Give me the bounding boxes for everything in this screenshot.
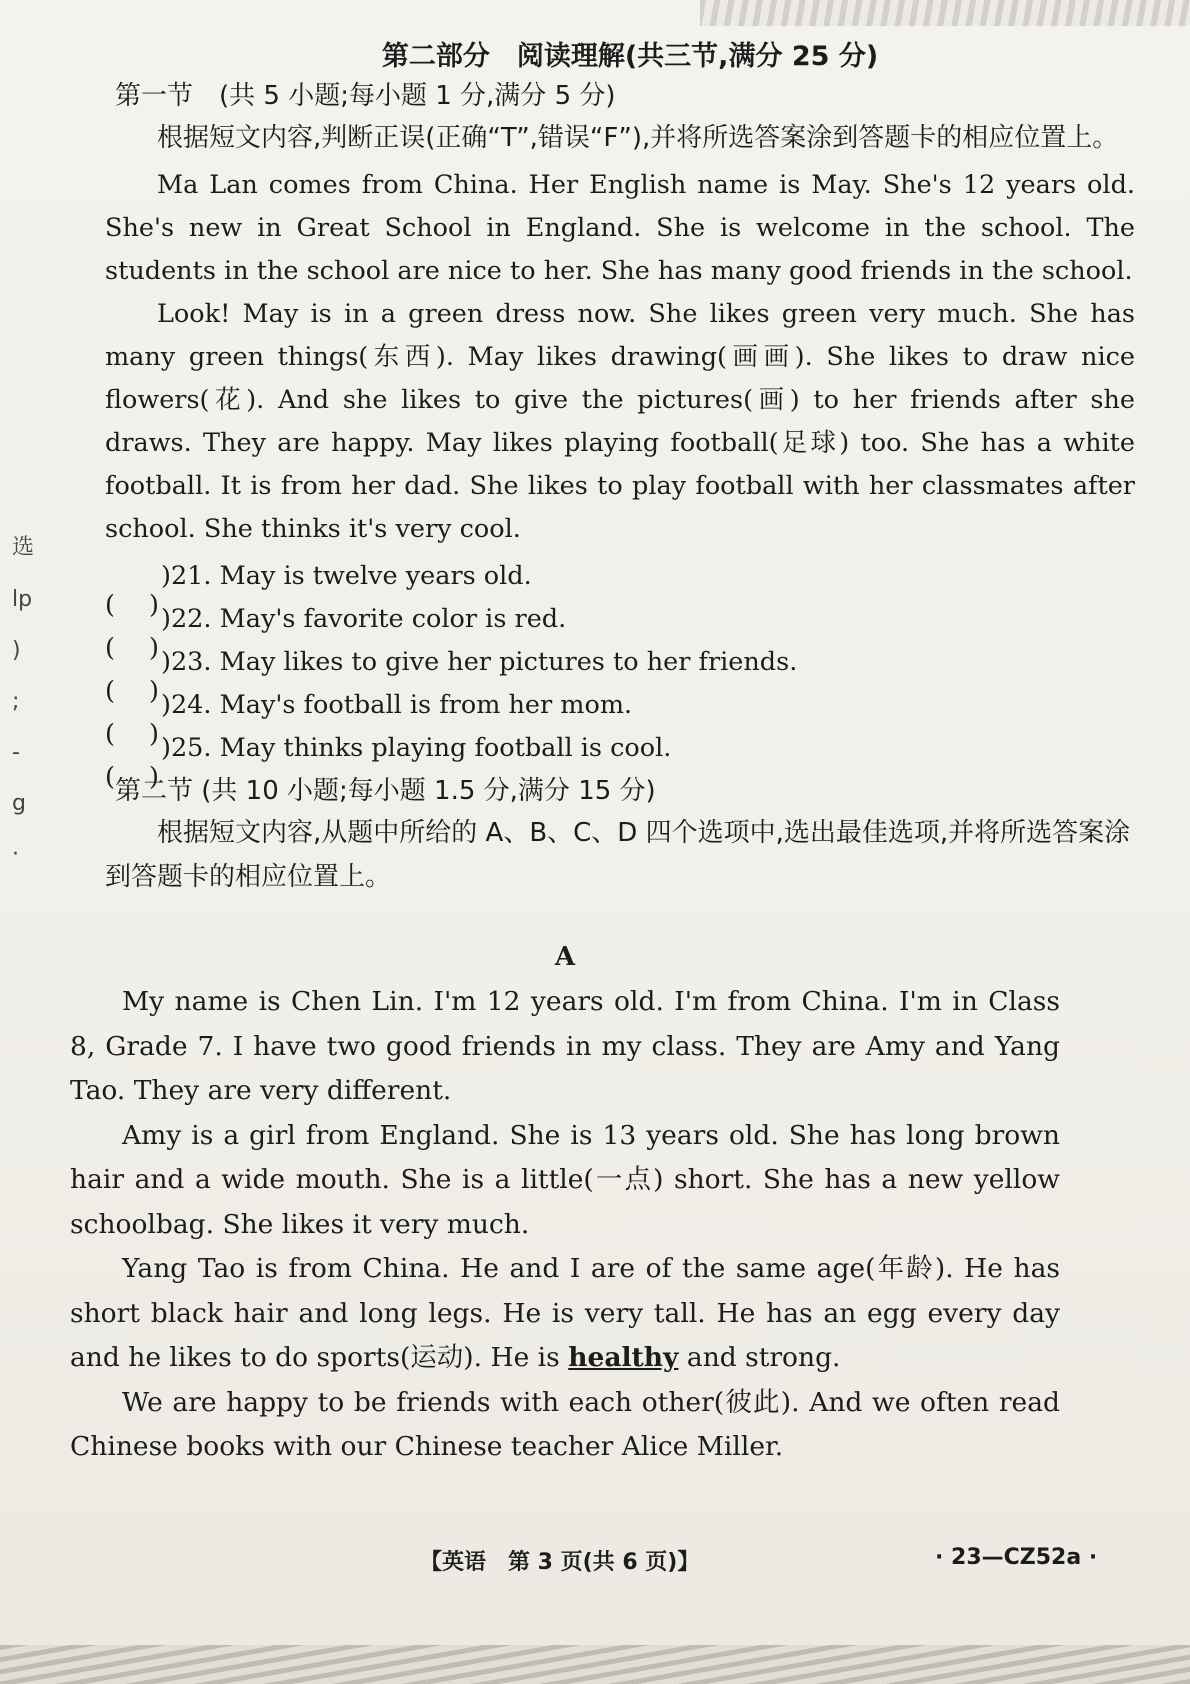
paper-code: · 23—CZ52a · — [935, 1545, 1098, 1570]
passage-paragraph — [70, 1247, 1060, 1381]
passage-text: and strong. — [678, 1342, 841, 1373]
question-number: )24. — [161, 690, 212, 720]
margin-mark: g — [12, 791, 26, 816]
margin-mark: · — [12, 842, 19, 867]
section1-heading: 第一节 (共 5 小题;每小题 1 分,满分 5 分) — [115, 81, 616, 111]
question-text: May likes to give her pictures to her friends. — [219, 647, 798, 677]
question-number: )21. — [161, 561, 212, 591]
passage-label: A — [554, 942, 576, 972]
passage-paragraph: Amy is a girl from England. She is 13 years old. She has long brown hair and a wide mouth. She is a little(一点) short. She has a new yellow schoolbag. She likes it very much. — [70, 1119, 1060, 1240]
paper-edge-top — [700, 0, 1190, 26]
section1-instruction: 根据短文内容,判断正误(正确“T”,错误“F”),并将所选答案涂到答题卡的相应位置上。 — [157, 123, 1119, 153]
question-text: May is twelve years old. — [219, 561, 532, 591]
question-item — [105, 641, 1135, 684]
part-title: 第二部分 阅读理解(共三节,满分 25 分) — [381, 41, 879, 72]
question-item — [105, 727, 1135, 770]
paper-edge-bottom — [0, 1645, 1190, 1684]
question-item — [105, 684, 1135, 727]
margin-mark: ) — [12, 638, 21, 663]
page-footer: 【英语 第 3 页(共 6 页)】 — [420, 1550, 700, 1575]
margin-mark: lp — [12, 587, 33, 612]
question-item — [105, 555, 1135, 598]
question-number: )22. — [161, 604, 212, 634]
question-text: May thinks playing football is cool. — [219, 733, 672, 763]
question-number: )25. — [161, 733, 212, 763]
section2-instruction: 根据短文内容,从题中所给的 A、B、C、D 四个选项中,选出最佳选项,并将所选答案涂到答题卡的相应位置上。 — [105, 818, 1131, 892]
margin-marks — [12, 530, 42, 893]
true-false-questions — [105, 555, 1135, 770]
section2-heading: 第二节 (共 10 小题;每小题 1.5 分,满分 15 分) — [115, 776, 656, 806]
passage-paragraph: We are happy to be friends with each other(彼此). And we often read Chinese books with our Chinese teacher Alice Miller. — [70, 1386, 1060, 1462]
passage-text: Yang Tao is from China. He and I are of the same age(年龄). He has short black hair and long legs. He is very tall. He has an egg every day and he likes to do sports(运动). He is — [70, 1253, 1060, 1373]
question-text: May's favorite color is red. — [219, 604, 567, 634]
question-item — [105, 598, 1135, 641]
section1-paragraph: Ma Lan comes from China. Her English name is May. She's 12 years old. She's new in Great School in England. She is welcome in the school. The students in the school are nice to her. She has many good friends in the school. — [105, 170, 1135, 286]
margin-mark: 选 — [12, 535, 35, 560]
section1-paragraph: Look! May is in a green dress now. She likes green very much. She has many green things(东西). May likes drawing(画画). She likes to draw nice flowers(花). And she likes to give the pictures(画) to her friends after she draws. They are happy. May likes playing football(足球) too. She has a white football. It is from her dad. She likes to play football with her classmates after school. She thinks it's very cool. — [105, 299, 1135, 544]
underlined-word: healthy — [568, 1342, 679, 1373]
margin-mark: ; — [12, 689, 20, 714]
passage-paragraph: My name is Chen Lin. I'm 12 years old. I'm from China. I'm in Class 8, Grade 7. I have two good friends in my class. They are Amy and Yang Tao. They are very different. — [70, 986, 1060, 1106]
reading-section — [105, 34, 1135, 903]
margin-mark: - — [12, 740, 20, 765]
question-number: )23. — [161, 647, 212, 677]
passage-a — [70, 930, 1060, 1470]
question-text: May's football is from her mom. — [219, 690, 633, 720]
